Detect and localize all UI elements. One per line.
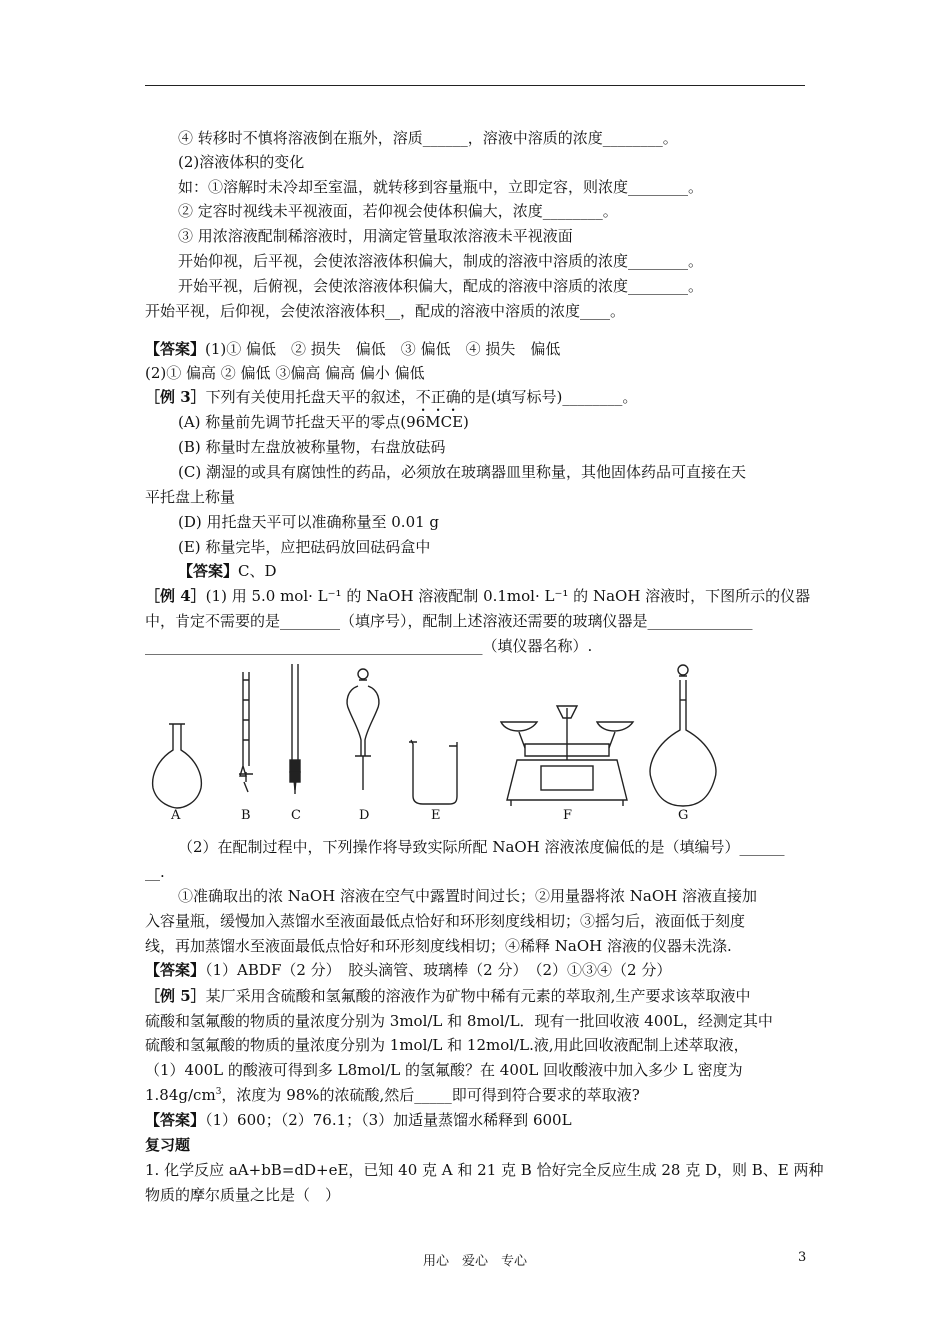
separatory-funnel-icon: [347, 669, 379, 790]
balance-scale-icon: [501, 706, 633, 806]
answer-text: （1）600；（2）76.1；（3）加适量蒸馏水稀释到 600L: [205, 1111, 572, 1129]
apparatus-label-c: C: [291, 808, 301, 823]
answer-4: [145, 960, 671, 980]
review-q1-line2: 物质的摩尔质量之比是（ ）: [145, 1186, 341, 1204]
question-text: 的是(填写标号)________。: [460, 388, 638, 406]
option-c: (C) 潮湿的或具有腐蚀性的药品，必须放在玻璃器皿里称量，其他固体药品可直接在天: [178, 463, 746, 481]
apparatus-label-a: A: [171, 808, 181, 823]
example-4-q2-line1: （2）在配制过程中，下列操作将导致实际所配 NaOH 溶液浓度偏低的是（填编号）______: [178, 838, 785, 856]
answer-label: 【答案】: [178, 562, 239, 580]
answer-label: 【答案】: [145, 340, 206, 358]
example-4-line2: 中，肯定不需要的是________（填序号），配制上述溶液还需要的玻璃仪器是______________: [145, 612, 753, 630]
volumetric-flask-icon: [650, 665, 716, 806]
option-b: (B) 称量时左盘放被称量物，右盘放砝码: [178, 438, 446, 456]
footer-slogan: 用心 爱心 专心: [422, 1254, 527, 1269]
option-a: (A) 称量前先调节托盘天平的零点(96MCE): [178, 413, 469, 431]
round-flask-icon: [153, 724, 202, 808]
emphasized-text: 不正确: [415, 388, 461, 406]
example-4-ops-line2: 入容量瓶，缓慢加入蒸馏水至液面最低点恰好和环形刻度线相切；③摇匀后，液面低于刻度: [145, 912, 746, 930]
question-text: 下列有关使用托盘天平的叙述，: [205, 388, 416, 406]
review-q1-line1: 1. 化学反应 aA+bB=dD+eE，已知 40 克 A 和 21 克 B 恰好完全反应生成 28 克 D，则 B、E 两种: [145, 1161, 824, 1179]
superscript: 3: [215, 1087, 222, 1097]
question-text: (1) 用 5.0 mol· L⁻¹ 的 NaOH 溶液配制 0.1mol· L⁻¹ 的 NaOH 溶液时，下图所示的仪器: [205, 587, 811, 605]
answer-3: [178, 561, 277, 581]
text-line: (2)溶液体积的变化: [178, 153, 305, 171]
text-line: ③ 用浓溶液配制稀溶液时，用滴定管量取浓溶液未平视液面: [178, 227, 573, 245]
example-5-line2: 硫酸和氢氟酸的物质的量浓度分别为 3mol/L 和 8mol/L．现有一批回收液 400L，经测定其中: [145, 1012, 773, 1030]
example-5-line3: 硫酸和氢氟酸的物质的量浓度分别为 1mol/L 和 12mol/L.液,用此回收液配制上述萃取液，: [145, 1036, 749, 1054]
lab-apparatus-figure: [145, 660, 805, 825]
review-title: 复习题: [145, 1136, 191, 1154]
text-line: 开始仰视，后平视，会使浓溶液体积偏大，制成的溶液中溶质的浓度________。: [178, 252, 704, 270]
text-line: 开始平视，后俯视，会使浓溶液体积偏大，配成的溶液中溶质的浓度________。: [178, 277, 704, 295]
option-d: (D) 用托盘天平可以准确称量至 0.01 g: [178, 513, 440, 531]
example-4-ops-line3: 线，再加蒸馏水至液面最低点恰好和环形刻度线相切；④稀释 NaOH 溶液的仪器未洗涤.: [145, 937, 732, 955]
answer-1: [145, 339, 560, 359]
question-text: 某厂采用含硫酸和氢氟酸的溶液作为矿物中稀有元素的萃取剂,生产要求该萃取液中: [205, 987, 751, 1005]
example-5-line5: [145, 1085, 640, 1105]
answer-label: 【答案】: [145, 1111, 206, 1129]
answer-5: [145, 1110, 572, 1130]
example-label: ［例 5］: [145, 987, 206, 1005]
question-text: ，浓度为 98%的浓硫酸,然后_____即可得到符合要求的萃取液?: [221, 1086, 640, 1104]
apparatus-label-g: G: [678, 808, 689, 823]
apparatus-label-e: E: [431, 808, 441, 823]
answer-text: C、D: [238, 562, 277, 580]
apparatus-label-d: D: [359, 808, 370, 823]
text-line: 开始平视，后仰视，会使浓溶液体积__，配成的溶液中溶质的浓度____。: [145, 302, 626, 320]
header-rule: [145, 85, 805, 86]
example-4-ops-line1: ①准确取出的浓 NaOH 溶液在空气中露置时间过长；②用量器将浓 NaOH 溶液直接加: [178, 887, 757, 905]
example-5-line4: （1）400L 的酸液可得到多 L8mol/L 的氢氟酸？在 400L 回收酸液中加入多少 L 密度为: [145, 1061, 743, 1079]
apparatus-label-f: F: [563, 808, 573, 823]
burette-icon: [239, 672, 253, 792]
beaker-icon: [409, 740, 457, 804]
answer-label: 【答案】: [145, 961, 206, 979]
text-line: ② 定容时视线未平视液面，若仰视会使体积偏大，浓度________。: [178, 202, 618, 220]
example-4-line1: [145, 586, 810, 606]
text-line: ④ 转移时不慎将溶液倒在瓶外，溶质______，溶液中溶质的浓度________。: [178, 129, 678, 147]
example-label: ［例 3］: [145, 388, 206, 406]
example-3-question: [145, 387, 637, 415]
option-e: (E) 称量完毕，应把砝码放回砝码盒中: [178, 538, 431, 556]
answer-1-line2: (2)① 偏高 ② 偏低 ③偏高 偏高 偏小 偏低: [145, 364, 425, 382]
text-line: 如：①溶解时未冷却至室温，就转移到容量瓶中，立即定容，则浓度________。: [178, 178, 704, 196]
answer-text: (1)① 偏低 ② 损失 偏低 ③ 偏低 ④ 损失 偏低: [205, 340, 561, 358]
option-c-cont: 平托盘上称量: [145, 488, 236, 506]
example-label: ［例 4］: [145, 587, 206, 605]
question-text: 1.84g/cm: [145, 1086, 216, 1104]
apparatus-label-b: B: [241, 808, 251, 823]
burette-with-clamp-icon: [290, 664, 300, 794]
example-4-q2-line2: __.: [145, 863, 165, 881]
example-5-line1: [145, 986, 750, 1006]
answer-text: （1）ABDF（2 分） 胶头滴管、玻璃棒（2 分） （2）①③④（2 分）: [205, 961, 672, 979]
page-number: 3: [798, 1250, 807, 1265]
example-4-line3: _____________________________________________（填仪器名称）.: [145, 637, 593, 655]
